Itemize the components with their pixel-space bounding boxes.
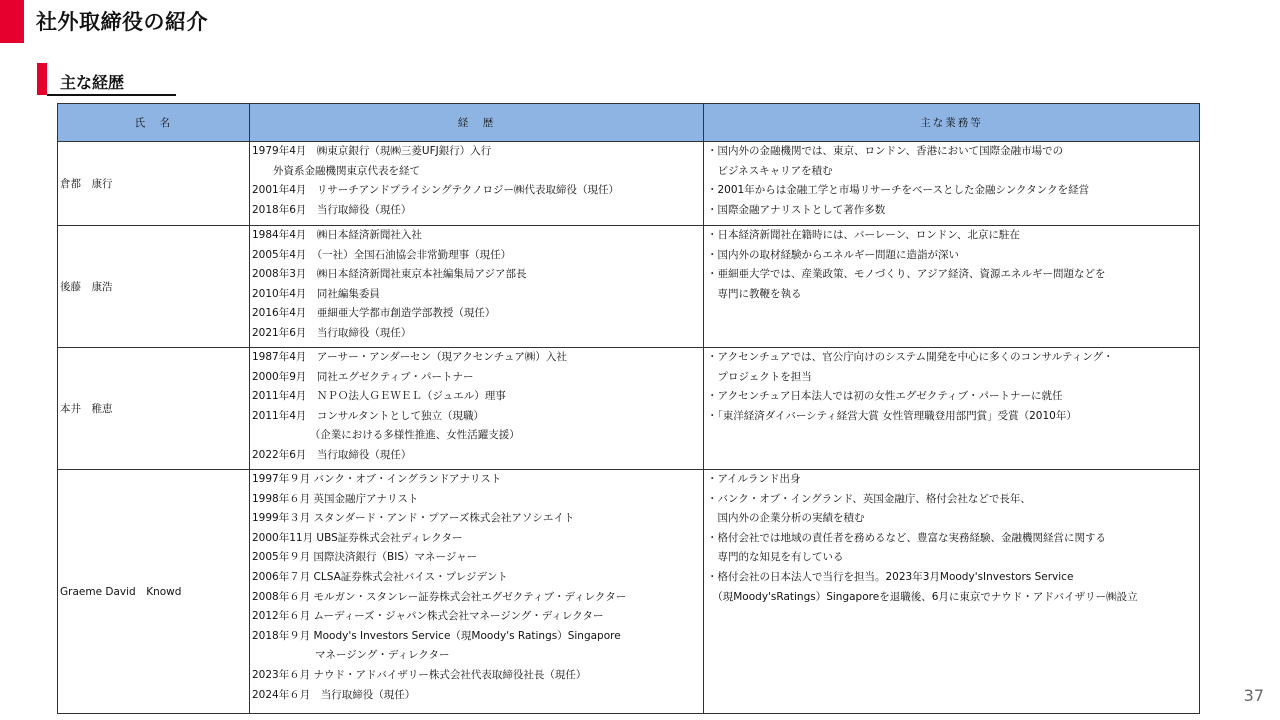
director-career-table bbox=[57, 103, 1200, 714]
header-career: 経 歴 bbox=[250, 104, 704, 142]
duty-line: ・バンク・オブ・イングランド、英国金融庁、格付会社などで長年、 bbox=[707, 492, 1031, 505]
career-line: 2008年3月 ㈱日本経済新聞社東京本社編集局アジア部長 bbox=[252, 268, 527, 281]
section-title: 主な経歴 bbox=[60, 73, 125, 92]
table-row bbox=[58, 470, 1200, 714]
career-line: 2021年6月 当行取締役（現任） bbox=[252, 326, 412, 339]
career-line: 2008年６月 モルガン・スタンレー証券株式会社エグゼクティブ・ディレクター bbox=[252, 590, 627, 603]
career-cell bbox=[250, 348, 704, 470]
duty-line: ・亜細亜大学では、産業政策、モノづくり、アジア経済、資源エネルギー問題などを bbox=[707, 268, 1106, 281]
career-line: （企業における多様性推進、女性活躍支援） bbox=[252, 429, 520, 442]
director-name: 本井 稚恵 bbox=[58, 348, 250, 470]
duties-cell bbox=[704, 348, 1200, 470]
duties-cell bbox=[704, 470, 1200, 714]
career-line: 1987年4月 アーサー・アンダーセン（現アクセンチュア㈱）入社 bbox=[252, 351, 567, 363]
career-line: 1999年３月 スタンダード・アンド・プアーズ株式会社アソシエイト bbox=[252, 512, 575, 525]
table-row bbox=[58, 226, 1200, 348]
duty-line: ビジネスキャリアを積む bbox=[707, 164, 833, 177]
career-line: 2006年７月 CLSA証券株式会社バイス・プレジデント bbox=[252, 570, 508, 583]
duty-line: ・国際金融アナリストとして著作多数 bbox=[707, 203, 886, 216]
career-line: 2000年11月 UBS証券株式会社ディレクター bbox=[252, 531, 463, 544]
career-line: 2024年６月 当行取締役（現任） bbox=[252, 688, 416, 701]
table-row bbox=[58, 348, 1200, 470]
table-row bbox=[58, 142, 1200, 226]
duty-line: ・日本経済新聞社在籍時には、バーレーン、ロンドン、北京に駐在 bbox=[707, 229, 1020, 241]
career-line: 外資系金融機関東京代表を経て bbox=[252, 164, 420, 177]
duties-cell bbox=[704, 226, 1200, 348]
duty-line: 専門に教鞭を執る bbox=[707, 287, 802, 300]
duty-line: ・アクセンチュアでは、官公庁向けのシステム開発を中心に多くのコンサルティング・ bbox=[707, 351, 1114, 363]
title-accent-bar bbox=[0, 0, 24, 43]
career-line: 2018年6月 当行取締役（現任） bbox=[252, 203, 412, 216]
career-cell bbox=[250, 142, 704, 226]
career-line: 2018年９月 Moody's Investors Service（現Moody's Ratings）Singapore bbox=[252, 629, 621, 642]
career-line: 1979年4月 ㈱東京銀行（現㈱三菱UFJ銀行）入行 bbox=[252, 145, 492, 157]
duty-line: 国内外の企業分析の実績を積む bbox=[707, 512, 865, 525]
duty-line: プロジェクトを担当 bbox=[707, 370, 812, 383]
page-number: 37 bbox=[1243, 686, 1264, 705]
career-line: 1997年９月 バンク・オブ・イングランドアナリスト bbox=[252, 473, 502, 485]
career-line: 2005年4月 （一社）全国石油協会非常勤理事（現任） bbox=[252, 248, 512, 261]
career-line: 2000年9月 同社エグゼクティブ・パートナー bbox=[252, 370, 474, 383]
table-header-row bbox=[58, 104, 1200, 142]
duty-line: ・「東洋経済ダイバーシティ経営大賞 女性管理職登用部門賞」受賞（2010年） bbox=[707, 409, 1077, 422]
director-name: Graeme David Knowd bbox=[58, 470, 250, 714]
duty-line: ・アイルランド出身 bbox=[707, 473, 801, 485]
career-line: マネージング・ディレクター bbox=[252, 649, 450, 662]
career-line: 1984年4月 ㈱日本経済新聞社入社 bbox=[252, 229, 422, 241]
career-cell bbox=[250, 470, 704, 714]
career-line: 2023年６月 ナウド・アドバイザリー株式会社代表取締役社長（現任） bbox=[252, 668, 587, 681]
header-name: 氏 名 bbox=[58, 104, 250, 142]
career-line: 2012年６月 ムーディーズ・ジャパン株式会社マネージング・ディレクター bbox=[252, 610, 604, 623]
director-name: 後藤 康浩 bbox=[58, 226, 250, 348]
career-line: 2010年4月 同社編集委員 bbox=[252, 287, 380, 300]
career-line: 2011年4月 コンサルタントとして独立（現職） bbox=[252, 409, 484, 422]
duties-cell bbox=[704, 142, 1200, 226]
duty-line: ・国内外の取材経験からエネルギー問題に造詣が深い bbox=[707, 248, 959, 261]
duty-line: ・アクセンチュア日本法人では初の女性エグゼクティブ・パートナーに就任 bbox=[707, 390, 1063, 403]
duty-line: ・格付会社の日本法人で当行を担当。2023年3月Moody'sInvestors Service bbox=[707, 570, 1074, 583]
duty-line: ・国内外の金融機関では、東京、ロンドン、香港において国際金融市場での bbox=[707, 145, 1064, 157]
career-line: 2022年6月 当行取締役（現任） bbox=[252, 448, 412, 461]
section-underline bbox=[47, 94, 176, 96]
career-cell bbox=[250, 226, 704, 348]
duty-line: 専門的な知見を有している bbox=[707, 551, 844, 564]
section-accent-bar bbox=[37, 63, 47, 95]
career-line: 2005年９月 国際決済銀行（BIS）マネージャー bbox=[252, 551, 478, 564]
career-line: 2011年4月 ＮＰＯ法人ＧＥＷＥＬ（ジュエル）理事 bbox=[252, 390, 506, 403]
duty-line: （現Moody'sRatings）Singaporeを退職後、6月に東京でナウド・アドバイザリー㈱設立 bbox=[707, 590, 1138, 603]
duty-line: ・格付会社では地域の責任者を務めるなど、豊富な実務経験、金融機関経営に関する bbox=[707, 531, 1106, 544]
career-line: 2001年4月 リサーチアンドプライシングテクノロジー㈱代表取締役（現任） bbox=[252, 184, 620, 197]
page-title: 社外取締役の紹介 bbox=[36, 10, 208, 34]
career-line: 1998年６月 英国金融庁アナリスト bbox=[252, 492, 419, 505]
director-name: 倉都 康行 bbox=[58, 142, 250, 226]
header-duties: 主な業務等 bbox=[704, 104, 1200, 142]
duty-line: ・2001年からは金融工学と市場リサーチをベースとした金融シンクタンクを経営 bbox=[707, 184, 1090, 197]
career-line: 2016年4月 亜細亜大学都市創造学部教授（現任） bbox=[252, 307, 496, 320]
